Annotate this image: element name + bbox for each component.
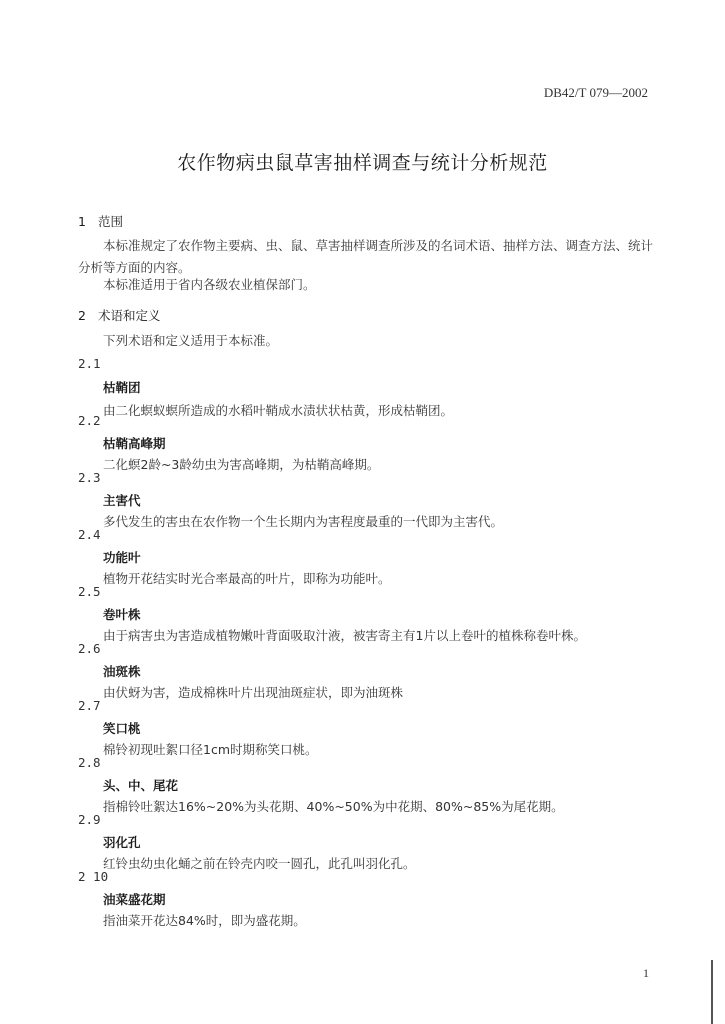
term-number: 2.9 [78,812,101,827]
term-number: 2.5 [78,584,101,599]
term-number: 2.8 [78,755,101,770]
term-number: 2.1 [78,356,101,371]
terms-intro: 下列术语和定义适用于本标准。 [103,333,279,348]
term-definition: 植物开花结实时光合率最高的叶片，即称为功能叶。 [103,571,391,586]
term-number: 2.4 [78,527,101,542]
scope-paragraph-2: 本标准适用于省内各级农业植保部门。 [103,277,316,292]
term-name: 油斑株 [103,664,141,679]
term-definition: 多代发生的害虫在农作物一个生长期内为害程度最重的一代即为主害代。 [103,514,504,529]
document-title: 农作物病虫鼠草害抽样调查与统计分析规范 [177,152,548,174]
term-name: 油菜盛花期 [103,892,166,907]
term-definition: 二化螟2龄~3龄幼虫为害高峰期，为枯鞘高峰期。 [103,457,380,472]
section-heading-terms [78,306,161,324]
term-name: 枯鞘高峰期 [103,436,166,451]
term-name: 卷叶株 [103,607,141,622]
term-name: 主害代 [103,493,141,508]
term-name: 功能叶 [103,550,141,565]
term-number: 2.2 [78,413,101,428]
scope-paragraph-1: 本标准规定了农作物主要病、虫、鼠、草害抽样调查所涉及的名词术语、抽样方法、调查方法、统计分析等方面的内容。 [78,238,654,275]
term-definition: 由伏蚜为害，造成棉株叶片出现油斑症状，即为油斑株 [103,685,404,700]
term-definition: 棉铃初现吐絮口径1cm时期称笑口桃。 [103,742,318,757]
term-definition: 指棉铃吐絮达16%~20%为头花期、40%~50%为中花期、80%~85%为尾花期。 [103,799,564,814]
section-title: 术语和定义 [98,308,161,323]
term-definition: 指油菜开花达84%时，即为盛花期。 [103,913,306,928]
term-number: 2.7 [78,698,101,713]
term-number: 2 10 [78,869,109,884]
term-number: 2.6 [78,641,101,656]
term-definition: 由于病害虫为害造成植物嫩叶背面吸取汁液，被害寄主有1片以上卷叶的植株称卷叶株。 [103,628,586,643]
term-number: 2.3 [78,470,101,485]
term-definition: 由二化螟蚁螟所造成的水稻叶鞘成水渍状状枯黄，形成枯鞘团。 [103,403,454,418]
term-definition: 红铃虫幼虫化蛹之前在铃壳内咬一圆孔，此孔叫羽化孔。 [103,856,416,871]
term-name: 头、中、尾花 [103,778,179,793]
page-edge-divider [711,960,725,1024]
page-number: 1 [643,966,649,980]
term-name: 羽化孔 [103,835,141,850]
section-title: 范围 [98,214,124,229]
section-number: 2 [78,308,86,323]
standard-code: DB42/T 079—2002 [543,85,648,100]
section-heading-scope [78,212,123,230]
term-name: 枯鞘团 [103,380,141,395]
section-number: 1 [78,214,86,229]
term-name: 笑口桃 [103,721,141,736]
